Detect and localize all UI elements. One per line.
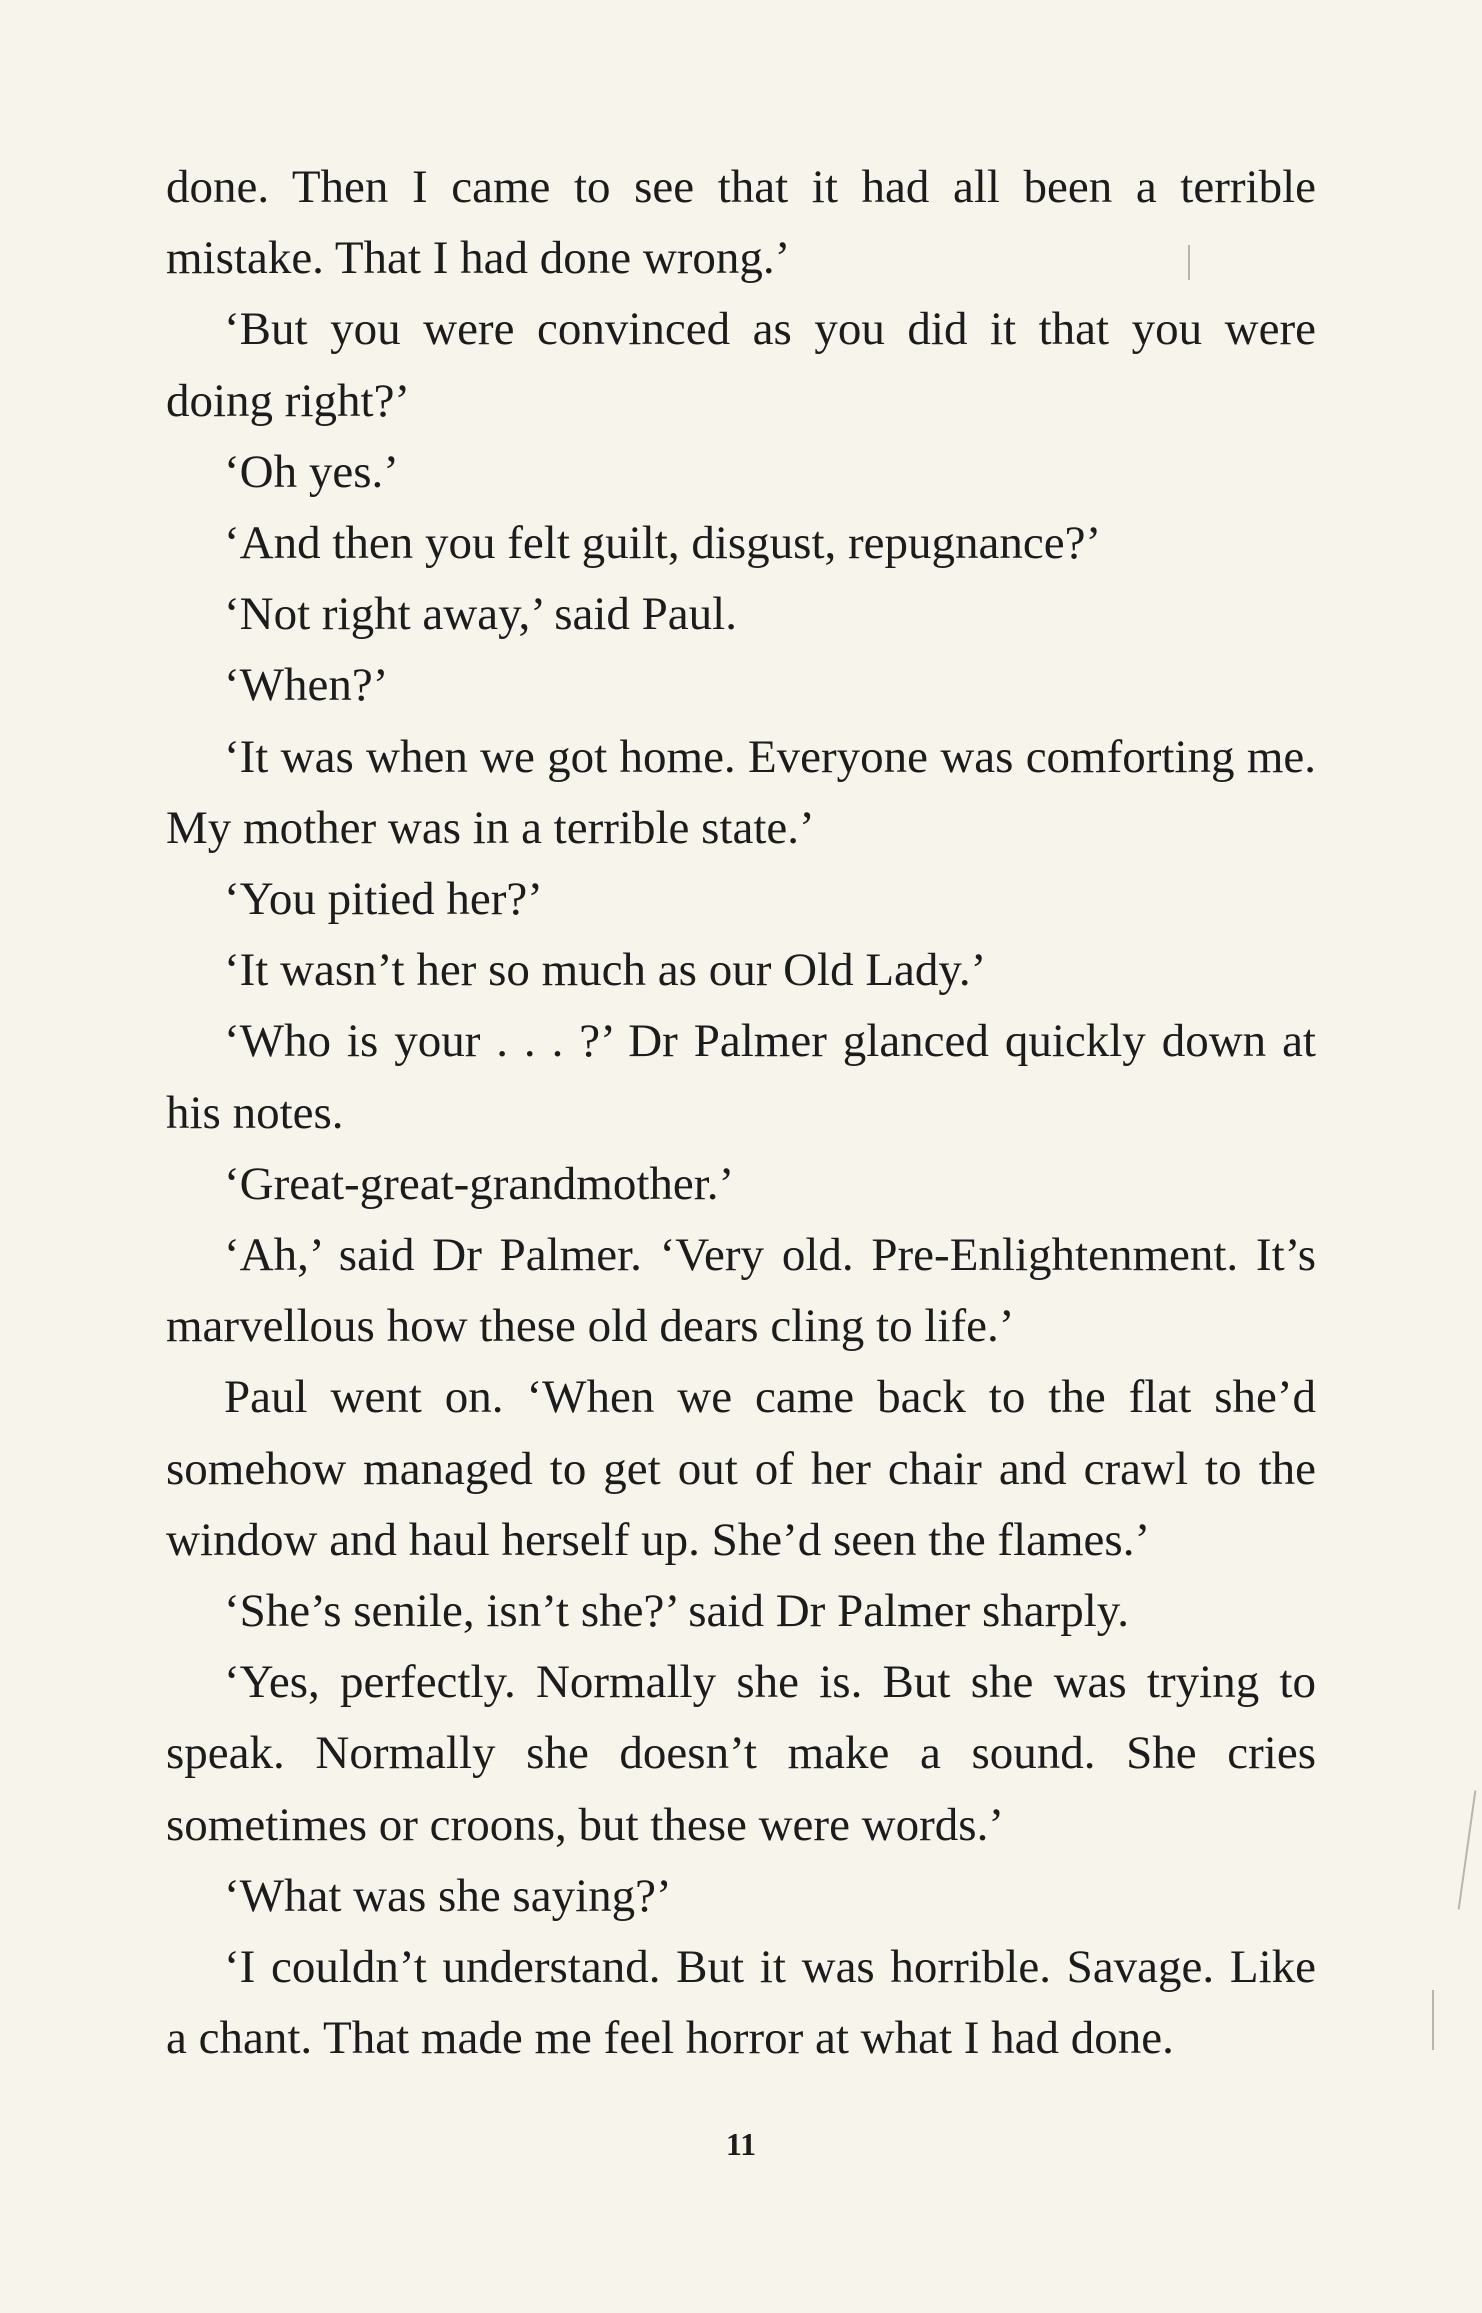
paragraph-1: done. Then I came to see that it had all been a terrible mistake. That I had done wrong.’ xyxy=(166,161,1316,285)
paragraph-4: ‘And then you felt guilt, disgust, repugnance?’ xyxy=(224,517,1102,570)
paragraph-6: ‘When?’ xyxy=(224,659,389,712)
paragraph-17: ‘I couldn’t understand. But it was horrible. Savage. Like a chant. That made me feel horror at what I had done. xyxy=(166,1941,1316,2065)
paragraph-9: ‘It wasn’t her so much as our Old Lady.’ xyxy=(224,944,987,997)
paragraph-12: ‘Ah,’ said Dr Palmer. ‘Very old. Pre-Enlightenment. It’s marvellous how these old dears cling to life.’ xyxy=(166,1229,1316,1353)
paragraph-3: ‘Oh yes.’ xyxy=(224,445,399,498)
scan-mark xyxy=(1188,245,1190,280)
paragraph-15: ‘Yes, perfectly. Normally she is. But she was trying to speak. Normally she doesn’t make a sound. She cries sometimes or croons, but these were words.’ xyxy=(166,1656,1316,1851)
paragraph-5: ‘Not right away,’ said Paul. xyxy=(224,588,737,641)
paragraph-8: ‘You pitied her?’ xyxy=(224,873,543,926)
paragraph-10: ‘Who is your . . . ?’ Dr Palmer glanced quickly down at his notes. xyxy=(166,1015,1316,1139)
paragraph-7: ‘It was when we got home. Everyone was comforting me. My mother was in a terrible state.’ xyxy=(166,730,1316,854)
scan-mark xyxy=(1432,1990,1434,2050)
paragraph-2: ‘But you were convinced as you did it that you were doing right?’ xyxy=(166,303,1316,427)
paragraph-14: ‘She’s senile, isn’t she?’ said Dr Palmer sharply. xyxy=(224,1585,1130,1638)
paragraph-11: ‘Great-great-grandmother.’ xyxy=(224,1157,735,1210)
scan-mark xyxy=(1458,1790,1477,1909)
paragraph-13: Paul went on. ‘When we came back to the flat she’d somehow managed to get out of her chair and crawl to the window and haul herself up. She’d seen the flames.’ xyxy=(166,1371,1316,1566)
paragraph-16: ‘What was she saying?’ xyxy=(224,1869,672,1922)
body-text xyxy=(166,152,1316,2074)
page-number: 11 xyxy=(725,2126,757,2162)
